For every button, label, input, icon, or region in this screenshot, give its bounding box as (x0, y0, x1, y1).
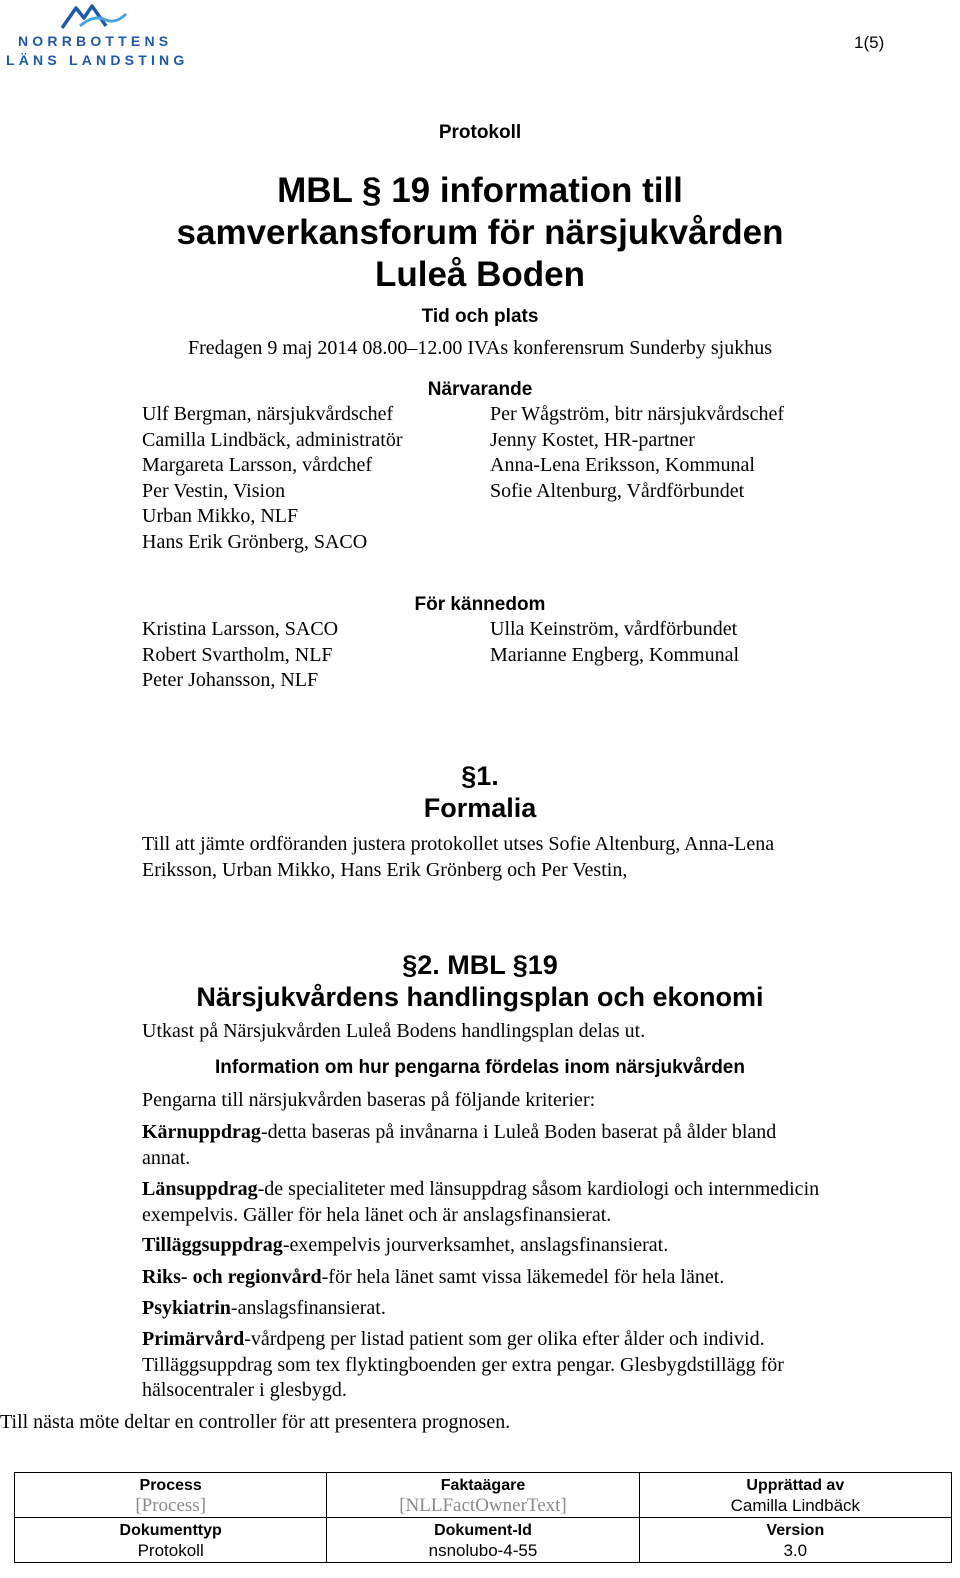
criterion-text: -exempelvis jourverksamhet, anslagsfinansierat. (282, 1234, 669, 1256)
criterion-text: -anslagsfinansierat. (230, 1297, 386, 1319)
recipient: Marianne Engberg, Kommunal (490, 643, 740, 666)
attendee: Per Wågström, bitr närsjukvårdschef (490, 403, 784, 425)
recipient: Peter Johansson, NLF (142, 669, 319, 691)
attendee: Jenny Kostet, HR-partner (490, 428, 695, 451)
footer-label: Version (766, 1522, 825, 1539)
attendee: Margareta Larsson, vårdchef (142, 454, 373, 476)
for-info-left-list (142, 617, 338, 694)
attendees-right-list (490, 402, 784, 504)
criterion-riks-regionvard (142, 1265, 822, 1291)
footer-value: [Process] (135, 1495, 207, 1516)
attendees-left-list (142, 402, 403, 555)
footer-label: Faktaägare (440, 1477, 526, 1494)
footer-label: Process (139, 1477, 202, 1494)
criterion-text: -de specialiteter med länsuppdrag såsom kardiologi och internmedicin exempelvis. Gäller för hela länet och är anslagsfinansierat. (142, 1178, 820, 1226)
recipient: Kristina Larsson, SACO (142, 618, 339, 640)
section2-title: Närsjukvårdens handlingsplan och ekonomi (196, 982, 764, 1012)
criterion-psykiatrin (142, 1296, 822, 1322)
attendee: Anna-Lena Eriksson, Kommunal (490, 454, 755, 476)
recipient: Robert Svartholm, NLF (142, 643, 333, 666)
section2-subheading: Information om hur pengarna fördelas inom närsjukvården (215, 1057, 745, 1078)
document-footer-table (14, 1472, 952, 1563)
footer-cell-author (639, 1473, 951, 1518)
section2-number: §2. MBL §19 (402, 950, 558, 980)
attendee: Camilla Lindbäck, administratör (142, 428, 403, 451)
footer-cell-docid (327, 1518, 639, 1563)
footer-value: [NLLFactOwnerText] (399, 1495, 567, 1516)
title-line-1: MBL § 19 information till (277, 171, 683, 210)
attendee: Ulf Bergman, närsjukvårdschef (142, 403, 394, 425)
criterion-term: Riks- och regionvård (142, 1266, 322, 1288)
landsting-logo (6, 2, 189, 68)
section1-number: §1. (461, 761, 499, 791)
footer-cell-version (639, 1518, 951, 1563)
document-kind: Protokoll (438, 122, 522, 143)
attendees-heading: Närvarande (427, 379, 533, 400)
page-number: 1(5) (854, 33, 885, 52)
section1-text: Till att jämte ordföranden justera protokollet utses Sofie Altenburg, Anna-Lena Eriksson, Urban Mikko, Hans Erik Grönberg och Per Vestin, (142, 833, 775, 881)
criterion-text: -för hela länet samt vissa läkemedel för hela länet. (321, 1266, 725, 1288)
footer-value: Protokoll (137, 1541, 204, 1560)
criterion-term: Länsuppdrag (142, 1178, 258, 1200)
criterion-tillaggsuppdrag (142, 1233, 822, 1259)
footer-cell-process (15, 1473, 327, 1518)
for-info-heading: För kännedom (414, 594, 546, 615)
criterion-primarvard (142, 1327, 822, 1404)
footer-label: Dokumenttyp (119, 1522, 222, 1539)
logo-line2: LÄNS LANDSTING (6, 52, 189, 68)
footer-cell-owner (327, 1473, 639, 1518)
criterion-karnuppdrag (142, 1120, 822, 1171)
footer-value: nsnolubo-4-55 (428, 1541, 538, 1560)
section1-title: Formalia (423, 793, 537, 823)
criterion-lansuppdrag (142, 1177, 822, 1228)
logo-line1: NORRBOTTENS (18, 33, 173, 49)
criterion-term: Psykiatrin (142, 1297, 231, 1319)
criterion-term: Primärvård (142, 1328, 245, 1350)
footer-label: Dokument-Id (434, 1522, 532, 1539)
footer-value: Camilla Lindbäck (730, 1496, 861, 1515)
for-info-right-list (490, 617, 739, 668)
next-meeting-note: Till nästa möte deltar en controller för att presentera prognosen. (0, 1411, 511, 1433)
mountain-wave-icon (60, 2, 130, 30)
recipient: Ulla Keinström, vårdförbundet (490, 618, 738, 640)
section2-heading (0, 949, 960, 1013)
title-line-2: samverkansforum för närsjukvården (176, 213, 784, 252)
footer-label: Upprättad av (746, 1477, 845, 1494)
section2-intro: Utkast på Närsjukvården Luleå Bodens handlingsplan delas ut. (142, 1020, 646, 1042)
footer-value: 3.0 (783, 1541, 808, 1560)
footer-cell-doctype (15, 1518, 327, 1563)
criterion-text: -vårdpeng per listad patient som ger olika efter ålder och individ. Tilläggsuppdrag som tex flyktingboenden ger extra pengar. Glesbygdstillägg för hälsocentraler i glesbygd. (142, 1328, 784, 1401)
time-place-heading: Tid och plats (421, 306, 539, 327)
document-title (0, 170, 960, 296)
criterion-term: Tilläggsuppdrag (142, 1234, 283, 1256)
time-place-text: Fredagen 9 maj 2014 08.00–12.00 IVAs konferensrum Sunderby sjukhus (187, 337, 772, 359)
criterion-term: Kärnuppdrag (142, 1121, 261, 1143)
criteria-intro: Pengarna till närsjukvården baseras på följande kriterier: (142, 1089, 596, 1111)
title-line-3: Luleå Boden (374, 255, 586, 294)
criterion-text: -detta baseras på invånarna i Luleå Boden baserat på ålder bland annat. (142, 1121, 777, 1169)
attendee: Sofie Altenburg, Vårdförbundet (490, 479, 745, 502)
attendee: Per Vestin, Vision (142, 479, 286, 502)
attendee: Hans Erik Grönberg, SACO (142, 530, 368, 553)
attendee: Urban Mikko, NLF (142, 505, 299, 527)
section1-heading (0, 760, 960, 824)
